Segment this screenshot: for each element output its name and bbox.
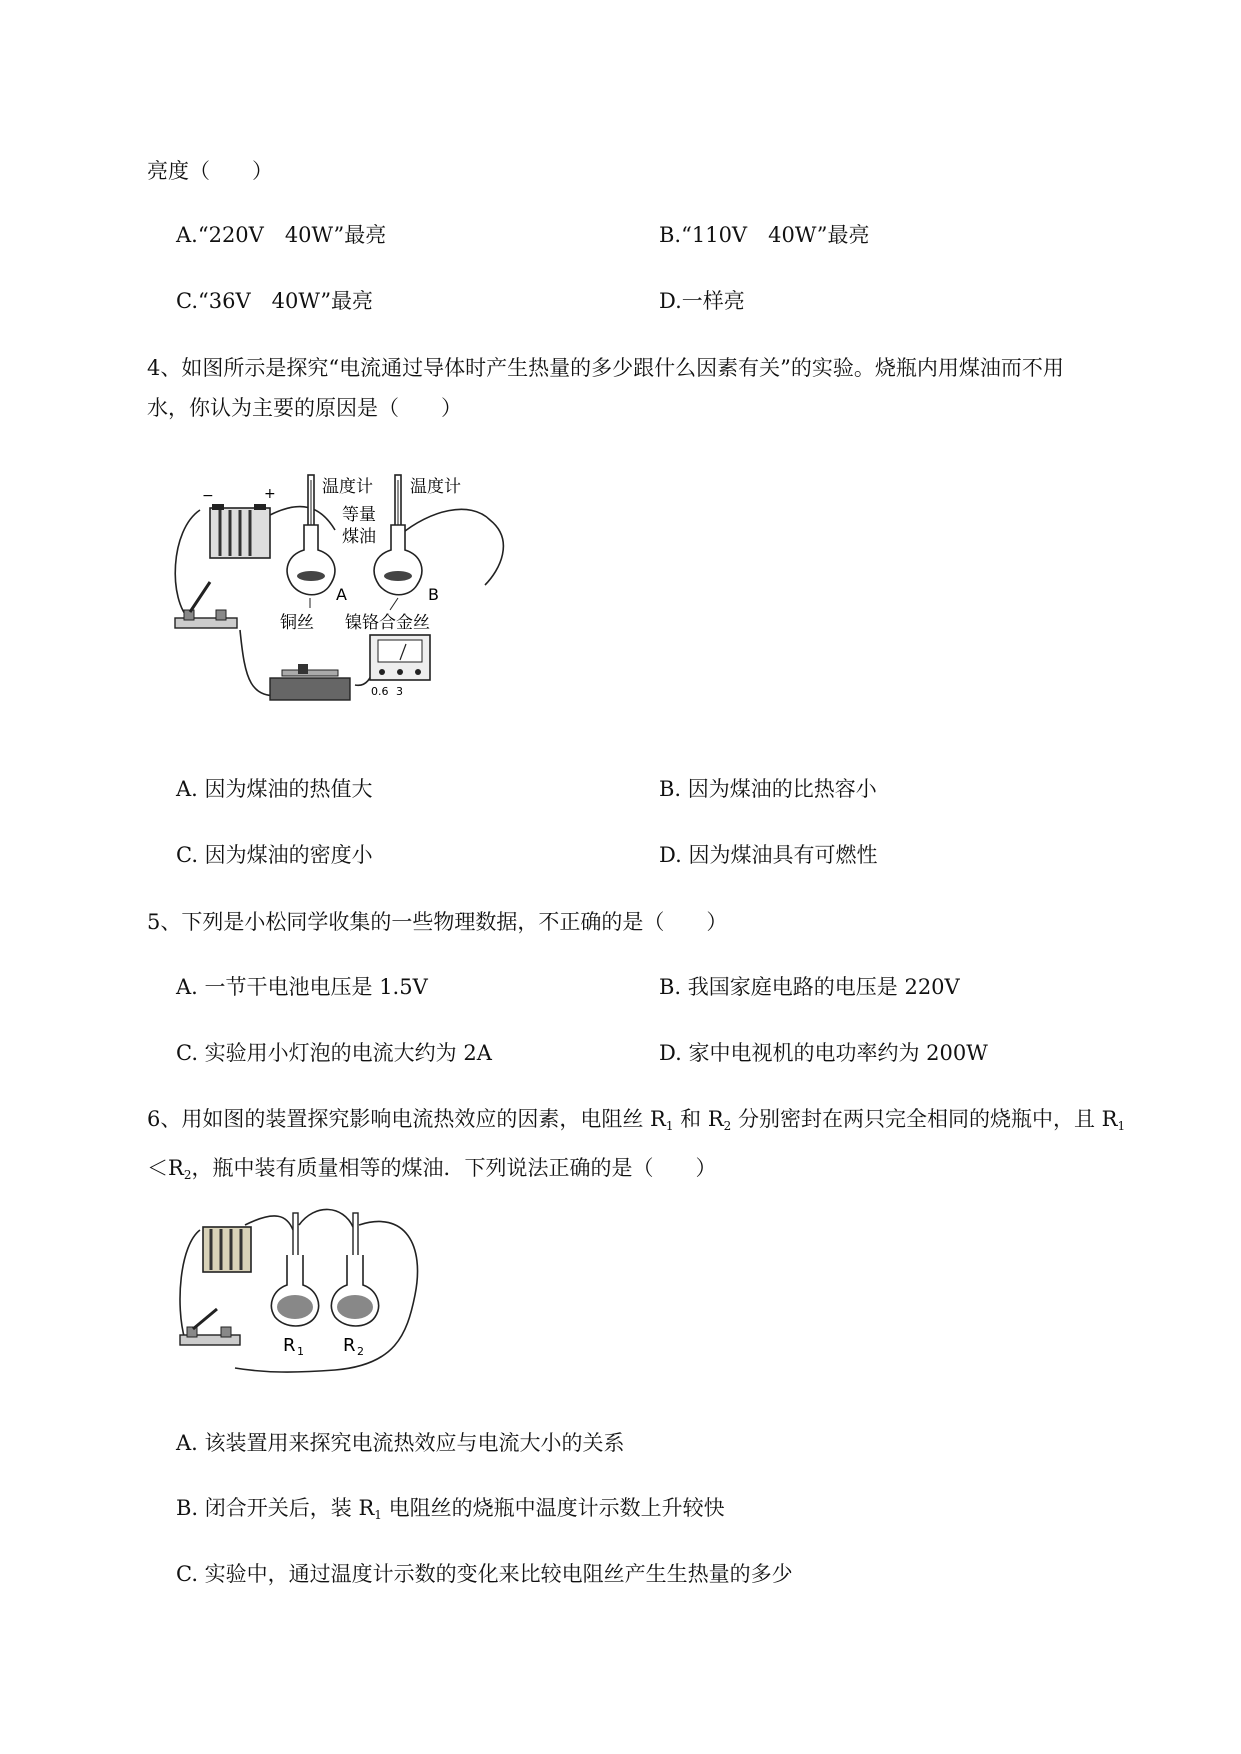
q6-stem-part1: 6、用如图的装置探究影响电流热效应的因素，电阻丝 R	[147, 1107, 666, 1131]
q3-option-c: C.“36V 40W”最亮	[176, 289, 374, 313]
q3-option-d: D.一样亮	[659, 289, 745, 313]
battery-plus-label: +	[264, 486, 276, 502]
flask-r1	[271, 1255, 318, 1358]
battery	[202, 486, 276, 558]
q4-option-a: A. 因为煤油的热值大	[176, 777, 373, 801]
q6-circuit-figure	[175, 1205, 435, 1380]
q5-option-c: C. 实验用小灯泡的电流大约为 2A	[176, 1041, 492, 1065]
flask-r2	[331, 1255, 378, 1358]
q6-option-b-sub: 1	[374, 1508, 382, 1522]
q3-option-b: B.“110V 40W”最亮	[659, 223, 870, 247]
q6-sub2: 2	[723, 1119, 732, 1133]
switch	[180, 1309, 240, 1345]
q4-circuit-figure	[170, 470, 530, 730]
q5-option-d: D. 家中电视机的电功率约为 200W	[659, 1041, 988, 1065]
q6-option-c: C. 实验中，通过温度计示数的变化来比较电阻丝产生生热量的多少	[176, 1562, 793, 1586]
q6-option-b	[176, 1493, 725, 1530]
q4-option-b: B. 因为煤油的比热容小	[659, 777, 877, 801]
r1-label: R	[283, 1335, 296, 1356]
thermometer-left-label: 温度计	[322, 477, 373, 497]
battery-minus-label: −	[202, 488, 214, 504]
q6-sub3: 1	[1117, 1119, 1126, 1133]
ammeter-scale-low: 0.6	[371, 685, 389, 698]
ammeter-scale-high: 3	[396, 685, 403, 698]
flask-a	[287, 525, 347, 604]
kerosene-label: 煤油	[342, 527, 376, 547]
q6-sub4: 2	[183, 1168, 192, 1182]
q6-sub1: 1	[665, 1119, 674, 1133]
q6-stem-part4: ＜R	[147, 1156, 184, 1180]
r2-label: R	[343, 1335, 356, 1356]
equal-amount-label: 等量	[342, 505, 376, 525]
q6-stem-part3: 分别密封在两只完全相同的烧瓶中，且 R	[731, 1107, 1118, 1131]
flask-b	[374, 525, 439, 604]
q4-stem-line1: 4、如图所示是探究“电流通过导体时产生热量的多少跟什么因素有关”的实验。烧瓶内用煤油而不用	[147, 356, 1064, 380]
r1-sub-label: 1	[297, 1345, 304, 1358]
q3-stem-continuation: 亮度（ ）	[147, 159, 273, 183]
battery	[203, 1227, 251, 1272]
q6-stem	[147, 1098, 1157, 1196]
nichrome-wire-label: 镍铬合金丝	[345, 613, 430, 633]
q6-option-a: A. 该装置用来探究电流热效应与电流大小的关系	[176, 1431, 625, 1455]
q4-option-d: D. 因为煤油具有可燃性	[659, 843, 878, 867]
q6-stem-part5: ，瓶中装有质量相等的煤油．下列说法正确的是（ ）	[191, 1156, 717, 1180]
q4-stem-line2: 水，你认为主要的原因是（ ）	[147, 396, 462, 420]
flask-a-label: A	[336, 585, 347, 604]
q6-option-b-part1: B. 闭合开关后，装 R	[176, 1496, 375, 1520]
switch	[175, 582, 237, 628]
r2-sub-label: 2	[357, 1345, 364, 1358]
rheostat	[270, 664, 350, 700]
flask-b-label: B	[428, 585, 439, 604]
thermometer-right-label: 温度计	[410, 477, 461, 497]
q6-option-b-part2: 电阻丝的烧瓶中温度计示数上升较快	[381, 1496, 725, 1520]
ammeter	[370, 635, 430, 698]
q5-option-a: A. 一节干电池电压是 1.5V	[176, 975, 428, 999]
q4-option-c: C. 因为煤油的密度小	[176, 843, 373, 867]
q5-stem: 5、下列是小松同学收集的一些物理数据，不正确的是（ ）	[147, 910, 728, 934]
q5-option-b: B. 我国家庭电路的电压是 220V	[659, 975, 960, 999]
copper-wire-label: 铜丝	[280, 613, 314, 633]
q3-option-a: A.“220V 40W”最亮	[176, 223, 387, 247]
q6-stem-part2: 和 R	[673, 1107, 724, 1131]
